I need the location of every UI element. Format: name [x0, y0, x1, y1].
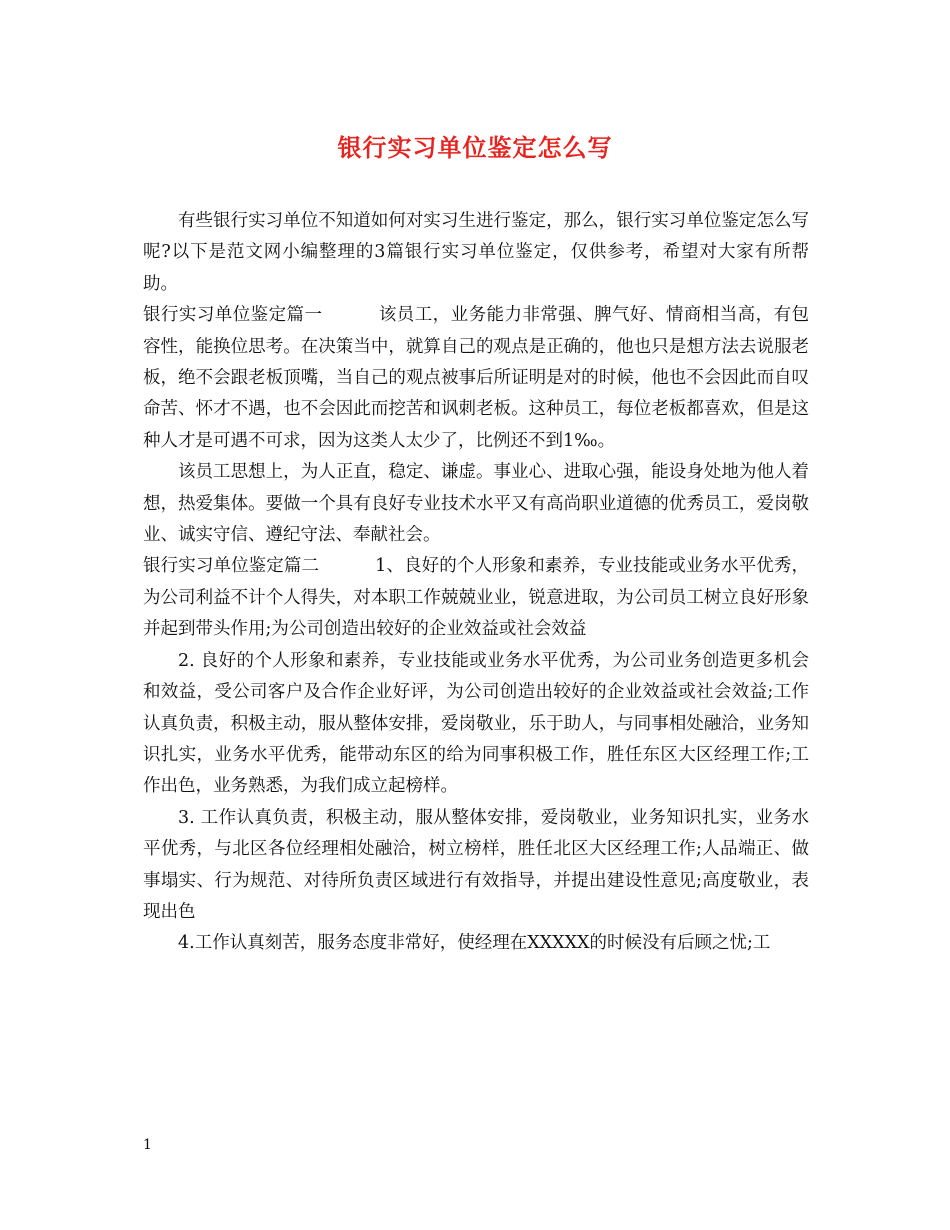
paragraph-item-two	[143, 646, 809, 803]
paragraph-text: 3. 工作认真负责，积极主动，服从整体安排，爱岗敬业，业务知识扎实，业务水平优秀，与北区各位经理相处融洽，树立榜样，胜任北区大区经理工作;人品端正、做事塌实、行为规范、对待所负责区域进行有效指导，并提出建设性意见;高度敬业，表现出色	[143, 807, 809, 922]
paragraph-text: 2. 良好的个人形象和素养，专业技能或业务水平优秀，为公司业务创造更多机会和效益，受公司客户及合作企业好评，为公司创造出较好的企业效益或社会效益;工作认真负责，积极主动，服从整体安排，爱岗敬业，乐于助人，与同事相处融洽，业务知识扎实，业务水平优秀，能带动东区的给为同事积极工作，胜任东区大区经理工作;工作出色，业务熟悉，为我们成立起榜样。	[143, 650, 809, 797]
document-body	[143, 206, 809, 960]
paragraph-text: 该员工，业务能力非常强、脾气好、情商相当高，有包容性，能换位思考。在决策当中，就算自己的观点是正确的，他也只是想方法去说服老板，绝不会跟老板顶嘴，当自己的观点被事后所证明是对的时候，他也不会因此而自叹命苦、怀才不遇，也不会因此而挖苦和讽刺老板。这种员工，每位老板都喜欢，但是这种人才是可遇不可求，因为这类人太少了，比例还不到1‰。	[143, 305, 810, 451]
section-heading: 银行实习单位鉴定篇一	[143, 305, 323, 326]
paragraph-section-two	[143, 551, 809, 645]
paragraph-text: 1、良好的个人形象和素养，专业技能或业务水平优秀，为公司利益不计个人得失，对本职工作兢兢业业，锐意进取，为公司员工树立良好形象并起到带头作用;为公司创造出较好的企业效益或社会效益	[143, 556, 809, 640]
document-title: 银行实习单位鉴定怎么写	[337, 133, 613, 162]
paragraph-text: 有些银行实习单位不知道如何对实习生进行鉴定，那么，银行实习单位鉴定怎么写呢?以下是范文网小编整理的3篇银行实习单位鉴定，仅供参考，希望对大家有所帮助。	[143, 211, 809, 294]
paragraph-text: 该员工思想上，为人正直，稳定、谦虚。事业心、进取心强，能设身处地为他人着想，热爱集体。要做一个具有良好专业技术水平又有高尚职业道德的优秀员工，爱岗敬业、诚实守信、遵纪守法、奉献社会。	[143, 462, 809, 546]
paragraph-employee-thought	[143, 457, 809, 551]
section-heading: 银行实习单位鉴定篇二	[143, 556, 320, 577]
page-number: 1	[143, 1137, 152, 1153]
paragraph-section-one	[143, 300, 809, 457]
paragraph-text: 4.工作认真刻苦，服务态度非常好，使经理在XXXXX的时候没有后顾之忧;工	[178, 933, 771, 954]
paragraph-item-four	[143, 928, 809, 959]
paragraph-item-three	[143, 803, 809, 929]
paragraph-intro	[143, 206, 809, 300]
